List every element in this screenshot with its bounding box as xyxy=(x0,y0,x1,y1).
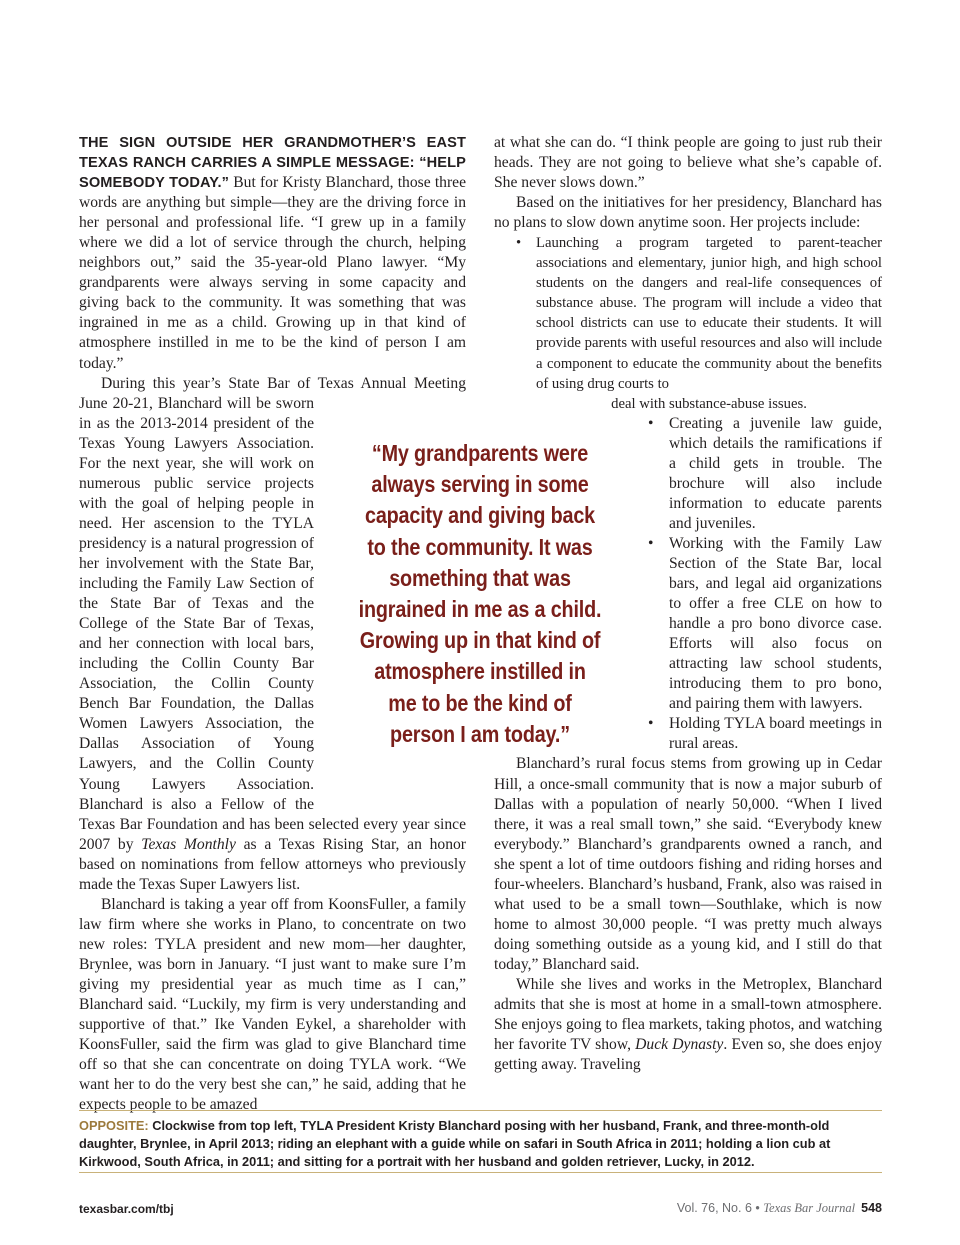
bullet-icon: • xyxy=(516,235,522,252)
page-number: 548 xyxy=(861,1201,882,1215)
journal-title: Texas Bar Journal xyxy=(763,1201,856,1215)
paragraph-text: Blanchard’s rural focus stems from growing up in Cedar Hill, a once-small community that is now a major suburb of Dallas with a population of nearly 50,000. “When I lived there, it was a real small town,” she said. “Everybody knew everybody.” Blanchard’s grandparents owned a ranch, and she spent a lot of time outdoors fishing and riding horses and four-wheelers. Blanchard’s husband, Frank, also was raised in what used to be a small town—Southlake, which is now home to almost 30,000 people. “I was pretty much always doing something outside as a young kid, and I still do that today,” Blanchard said. xyxy=(494,755,882,973)
list-item-text: Launching a program targeted to parent-teacher associations and elementary, junior high, and high school students on the dangers and real-life consequences of substance abuse. The program will include a video that school districts can use to educate their students. It will provide parents with useful resources and also will include a component to educate the community about the benefits of using drug courts to xyxy=(536,235,882,392)
tv-show-title: Duck Dynasty xyxy=(635,1036,724,1054)
bullet-icon: • xyxy=(648,414,654,432)
paragraph-text: But for Kristy Blanchard, those three words are anything but simple—they are the driving force in her personal and professional life. “I grew up in a family where we did a lot of service through the church, helping neighbors out,” said the 35-year-old Plano lawyer. “My grandparents were always serving in some capacity and giving back to the community. It was something that was ingrained in me as a child. Growing up in that kind of atmosphere instilled in me to be the kind of person I am today.” xyxy=(79,174,466,372)
paragraph-text: While she lives and works in the Metroplex, Blanchard admits that she is most at home in a small-town atmosphere. She enjoys going to flea markets, taking photos, and watching her favorite TV show, xyxy=(494,975,882,1054)
article-paragraph xyxy=(494,754,882,975)
caption-divider xyxy=(79,1172,882,1173)
pull-quote: “My grandparents were always serving in some capacity and giving back to the community. It was something that was ingrained in me as a child. Growing up in that kind of atmosphere instilled in me to be the kind of person I am today.” xyxy=(358,440,602,747)
footer-issue xyxy=(677,1201,882,1216)
paragraph-text: at what she can do. “I think people are going to just rub their heads. They are not going to believe what she’s capable of. She never slows down.” xyxy=(494,134,882,192)
lead-in: THE SIGN OUTSIDE HER GRANDMOTHER’S EAST TEXAS RANCH CARRIES A SIMPLE MESSAGE: “HELP SOMEBODY TODAY.” xyxy=(79,135,466,192)
list-item-text: Holding TYLA board meetings in rural areas. xyxy=(669,715,882,753)
article-paragraph xyxy=(494,193,882,233)
photo-caption xyxy=(79,1117,882,1171)
caption-divider xyxy=(79,1110,882,1111)
footer-url: texasbar.com/tbj xyxy=(79,1202,174,1216)
list-item-text: deal with substance-abuse issues. xyxy=(611,395,807,412)
paragraph-text: Blanchard is taking a year off from KoonsFuller, a family law firm where she works in Plano, to concentrate on two new roles: TYLA president and new mom—her daughter, Brynlee, was born in January. “I just want to make sure I’m giving my presidential year as much time as I can,” Blanchard said. “Luckily, my firm is very understanding and supportive of that.” Ike Vanden Eykel, a shareholder with KoonsFuller, said the firm was glad to give Blanchard time off so that she can concentrate on doing TYLA work. “We want her to do the very best she can,” he said, adding that he expects people to be amazed xyxy=(79,895,466,1114)
volume-issue: Vol. 76, No. 6 • xyxy=(676,1201,764,1215)
paragraph-text: Based on the initiatives for her presidency, Blanchard has no plans to slow down anytime soon. Her projects include: xyxy=(494,194,882,232)
article-paragraph xyxy=(79,133,466,374)
article-paragraph xyxy=(494,133,882,193)
publication-title: Texas Monthly xyxy=(141,835,236,853)
list-item-text: Working with the Family Law Section of the State Bar, local bars, and legal aid organizations to offer a free CLE on how to handle a pro bono divorce case. Efforts will also focus on attracting law school students, introducing them to pro bono, and pairing them with lawyers. xyxy=(669,534,882,713)
article-paragraph xyxy=(79,895,466,1116)
article-paragraph xyxy=(494,975,882,1075)
caption-label: OPPOSITE: xyxy=(79,1118,149,1133)
paragraph-text: as a Texas Rising Star, an honor based on nominations from fellow attorneys who previously made the Texas Super Lawyers list. xyxy=(79,835,466,893)
paragraph-text: . Even so, she does enjoy getting away. Traveling xyxy=(494,1036,882,1074)
list-item xyxy=(494,233,882,413)
list-item-text: Creating a juvenile law guide, which details the ramifications if a child gets in trouble. The brochure will also include information to educate parents and juveniles. xyxy=(669,414,882,532)
bullet-icon: • xyxy=(648,715,654,733)
paragraph-text: During this year’s State Bar of Texas Annual Meeting June 20-21, Blanchard will be sworn in as the 2013-2014 president of the Texas Young Lawyers Association. For the next year, she will work on numerous public service projects with the goal of helping people in need. Her ascension to the TYLA presidency is a natural progression of her involvement with the State Bar, including the Family Law Section of the State Bar of Texas and the College of the State Bar of Texas, and her connection with local bars, including the Collin County Bar Association, the Collin County Bench Bar Foundation, the Dallas Women Lawyers Association, the Dallas Association of Young Lawyers, and the Collin County Young Lawyers Association. Blanchard is also a Fellow of the Texas Bar Foundation and has been selected every year since 2007 by xyxy=(79,374,466,853)
caption-text: Clockwise from top left, TYLA President Kristy Blanchard posing with her husband, Frank, and three-month-old daughter, Brynlee, in April 2013; riding an elephant with a guide while on safari in South Africa in 2011; holding a lion cub at Kirkwood, South Africa, in 2011; and sitting for a portrait with her husband and golden retriever, Lucky, in 2012. xyxy=(79,1118,831,1169)
bullet-icon: • xyxy=(648,534,654,552)
